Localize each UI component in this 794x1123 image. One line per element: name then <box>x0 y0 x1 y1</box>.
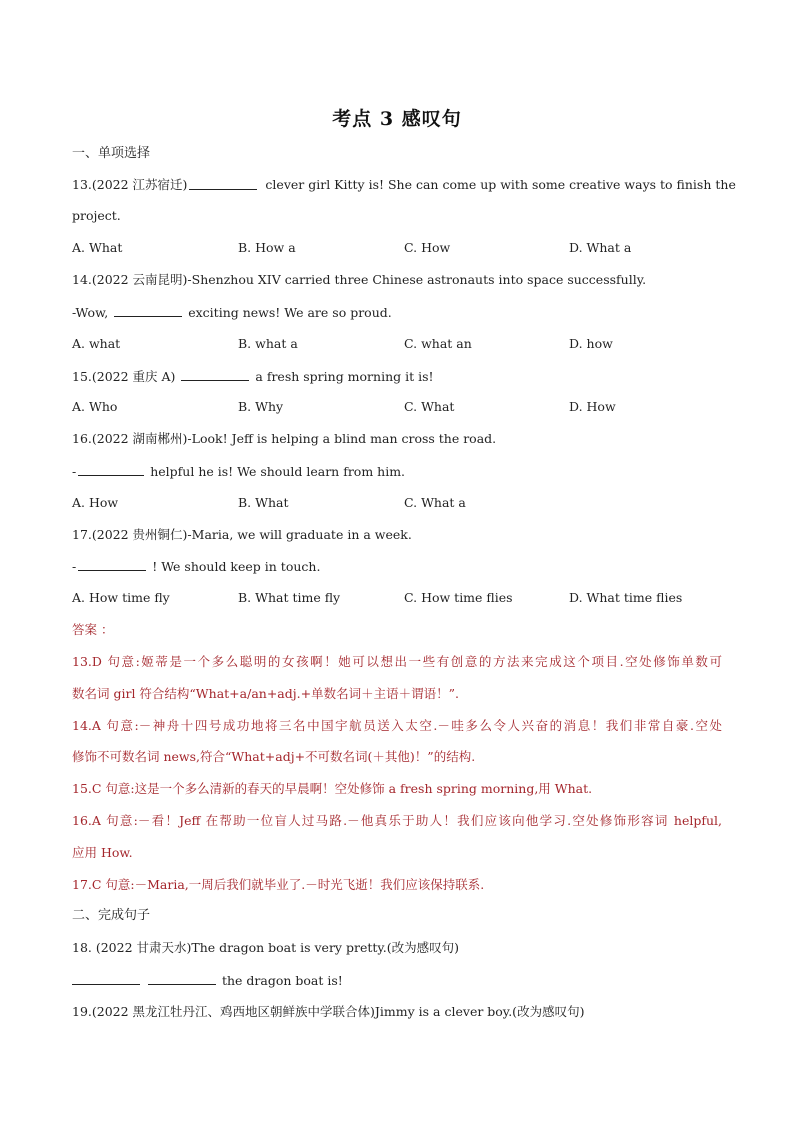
question-16-suffix: helpful he is! We should learn from him. <box>150 464 406 479</box>
question-13-source: 13.(2022 江苏宿迁) <box>72 177 188 192</box>
option-a: A. What <box>72 240 123 255</box>
option-c: C. what an <box>404 336 472 351</box>
question-15-source: 15.(2022 重庆 A) <box>72 369 176 384</box>
answer-blank <box>114 303 182 317</box>
question-18-line-2 <box>72 971 343 990</box>
option-b: B. What time fly <box>238 590 341 605</box>
question-17-line-2 <box>72 557 320 576</box>
answer-13-line-2: 数名词 girl 符合结构“What+a/an+adj.+单数名词＋主语＋谓语！”. <box>72 686 459 701</box>
option-b: B. Why <box>238 399 284 414</box>
option-d: D. How <box>569 399 616 414</box>
answer-14-line-2: 修饰不可数名词 news,符合“What+adj+不可数名词(＋其他)！”的结构. <box>72 749 476 764</box>
option-d: D. What a <box>569 240 632 255</box>
option-c: C. What a <box>404 495 466 510</box>
question-16-line-1: 16.(2022 湖南郴州)-Look! Jeff is helping a blind man cross the road. <box>72 431 497 446</box>
question-14-prefix: -Wow, <box>72 305 109 320</box>
option-b: B. How a <box>238 240 296 255</box>
question-18-suffix: the dragon boat is! <box>221 973 343 988</box>
option-a: A. Who <box>72 399 118 414</box>
answer-16-line-1: 16.A 句意:－看！Jeff 在帮助一位盲人过马路.－他真乐于助人！我们应该向他学习.空处修饰形容词 helpful, <box>72 813 722 828</box>
answers-header: 答案 ： <box>72 622 114 637</box>
answer-15: 15.C 句意:这是一个多么清新的春天的早晨啊！空处修饰 a fresh spring morning,用 What. <box>72 781 593 796</box>
question-17-suffix: ! We should keep in touch. <box>152 559 321 574</box>
option-b: B. What <box>238 495 289 510</box>
answer-13-line-1: 13.D 句意:姬蒂是一个多么聪明的女孩啊！她可以想出一些有创意的方法来完成这个项目.空处修饰单数可 <box>72 654 722 669</box>
question-14-line-1: 14.(2022 云南昆明)-Shenzhou XIV carried three Chinese astronauts into space successfully. <box>72 272 647 287</box>
answer-blank <box>181 367 249 381</box>
answer-17: 17.C 句意:－Maria,一周后我们就毕业了.－时光飞逝！我们应该保持联系. <box>72 877 485 892</box>
question-13-line-1 <box>72 176 736 194</box>
question-19-line-1: 19.(2022 黑龙江牡丹江、鸡西地区朝鲜族中学联合体)Jimmy is a clever boy.(改为感叹句) <box>72 1004 585 1019</box>
answer-blank <box>148 971 216 985</box>
answer-blank <box>78 557 146 571</box>
answer-blank <box>189 176 257 190</box>
question-14-line-2 <box>72 303 392 322</box>
question-17-prefix: - <box>72 559 77 574</box>
question-16-prefix: - <box>72 464 77 479</box>
question-13-text: clever girl Kitty is! She can come up with some creative ways to finish the <box>265 177 736 192</box>
question-13-line-2: project. <box>72 208 121 223</box>
section-heading-complete-sentences: 二、完成句子 <box>72 908 151 923</box>
option-a: A. How time fly <box>72 590 170 605</box>
option-b: B. what a <box>238 336 298 351</box>
section-heading-single-choice: 一、单项选择 <box>72 146 151 161</box>
question-18-line-1: 18. (2022 甘肃天水)The dragon boat is very pretty.(改为感叹句) <box>72 940 460 955</box>
answer-14-line-1: 14.A 句意:－神舟十四号成功地将三名中国宇航员送入太空.－哇多么令人兴奋的消息！我们非常自豪.空处 <box>72 718 722 733</box>
answer-16-line-2: 应用 How. <box>72 845 133 860</box>
option-c: C. How <box>404 240 451 255</box>
question-15-line-1 <box>72 367 434 386</box>
option-c: C. How time flies <box>404 590 513 605</box>
option-a: A. How <box>72 495 119 510</box>
question-15-text: a fresh spring morning it is! <box>255 369 434 384</box>
option-a: A. what <box>72 336 121 351</box>
option-d: D. how <box>569 336 613 351</box>
option-c: C. What <box>404 399 455 414</box>
page-title: 考点 3 感叹句 <box>332 108 462 130</box>
option-d: D. What time flies <box>569 590 683 605</box>
question-17-line-1: 17.(2022 贵州铜仁)-Maria, we will graduate in a week. <box>72 527 412 542</box>
question-16-line-2 <box>72 462 405 481</box>
answer-blank <box>78 462 144 476</box>
question-14-suffix: exciting news! We are so proud. <box>188 305 392 320</box>
answer-blank <box>72 971 140 985</box>
